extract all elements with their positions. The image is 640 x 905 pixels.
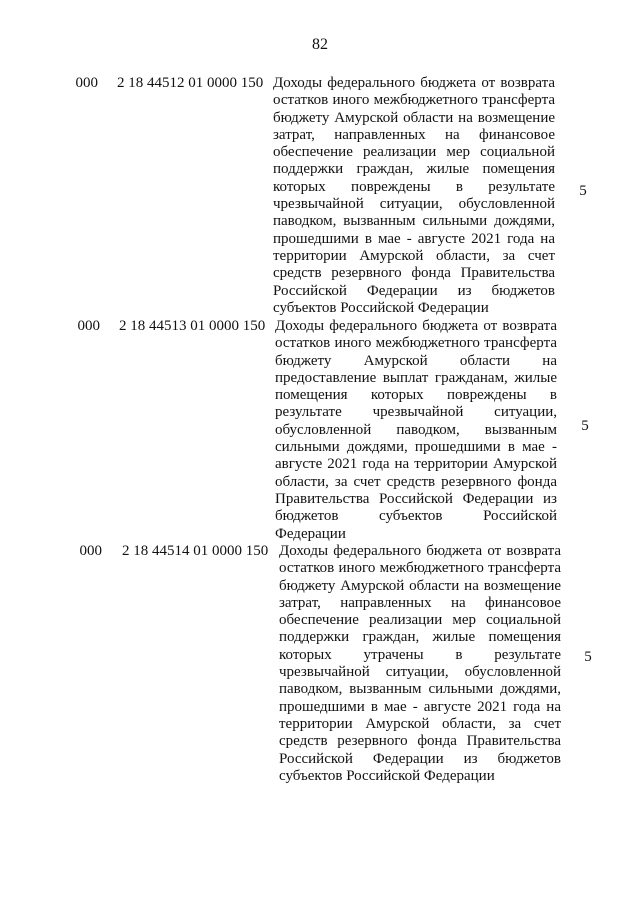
revenue-description: Доходы федерального бюджета от возврата остатков иного межбюджетного трансферта бюджету Амурской области на возмещение затрат, направленных на финансовое обеспечение реализации мер социальной поддержки граждан, жилые помещения которых утрачены в результате чрезвычайной ситуации, обусловленной паводком, вызванным сильными дождями, прошедшими в мае - августе 2021 года на территории Амурской области, за счет средств резервного фонда Правительства Российской Федерации из бюджетов субъектов Российской Федерации — [279, 543, 561, 784]
admin-code: 000 — [79, 543, 102, 559]
admin-code: 000 — [77, 318, 100, 334]
revenue-description: Доходы федерального бюджета от возврата остатков иного межбюджетного трансферта бюджету Амурской области на возмещение затрат, направленных на финансовое обеспечение реализации мер социальной поддержки граждан, жилые помещения которых повреждены в результате чрезвычайной ситуации, обусловленной паводком, вызванным сильными дождями, прошедшими в мае - августе 2021 года на территории Амурской области, за счет средств резервного фонда Правительства Российской Федерации из бюджетов субъектов Российской Федерации — [273, 75, 555, 316]
page-number: 82 — [312, 36, 328, 53]
budget-classification-code: 2 18 44514 01 0000 150 — [122, 543, 269, 559]
norm-value: 5 — [584, 649, 592, 665]
budget-classification-code: 2 18 44513 01 0000 150 — [119, 318, 266, 334]
norm-value: 5 — [581, 418, 589, 434]
budget-classification-code: 2 18 44512 01 0000 150 — [117, 75, 264, 91]
norm-value: 5 — [579, 183, 587, 199]
admin-code: 000 — [75, 75, 98, 91]
revenue-description: Доходы федерального бюджета от возврата остатков иного межбюджетного трансферта бюджету Амурской области на предоставление выплат гражданам, жилые помещения которых повреждены в результате чрезвычайной ситуации, обусловленной паводком, вызванным сильными дождями, прошедшими в мае - августе 2021 года на территории Амурской области, за счет средств резервного фонда Правительства Российской Федерации из бюджетов субъектов Российской Федерации — [275, 318, 557, 542]
